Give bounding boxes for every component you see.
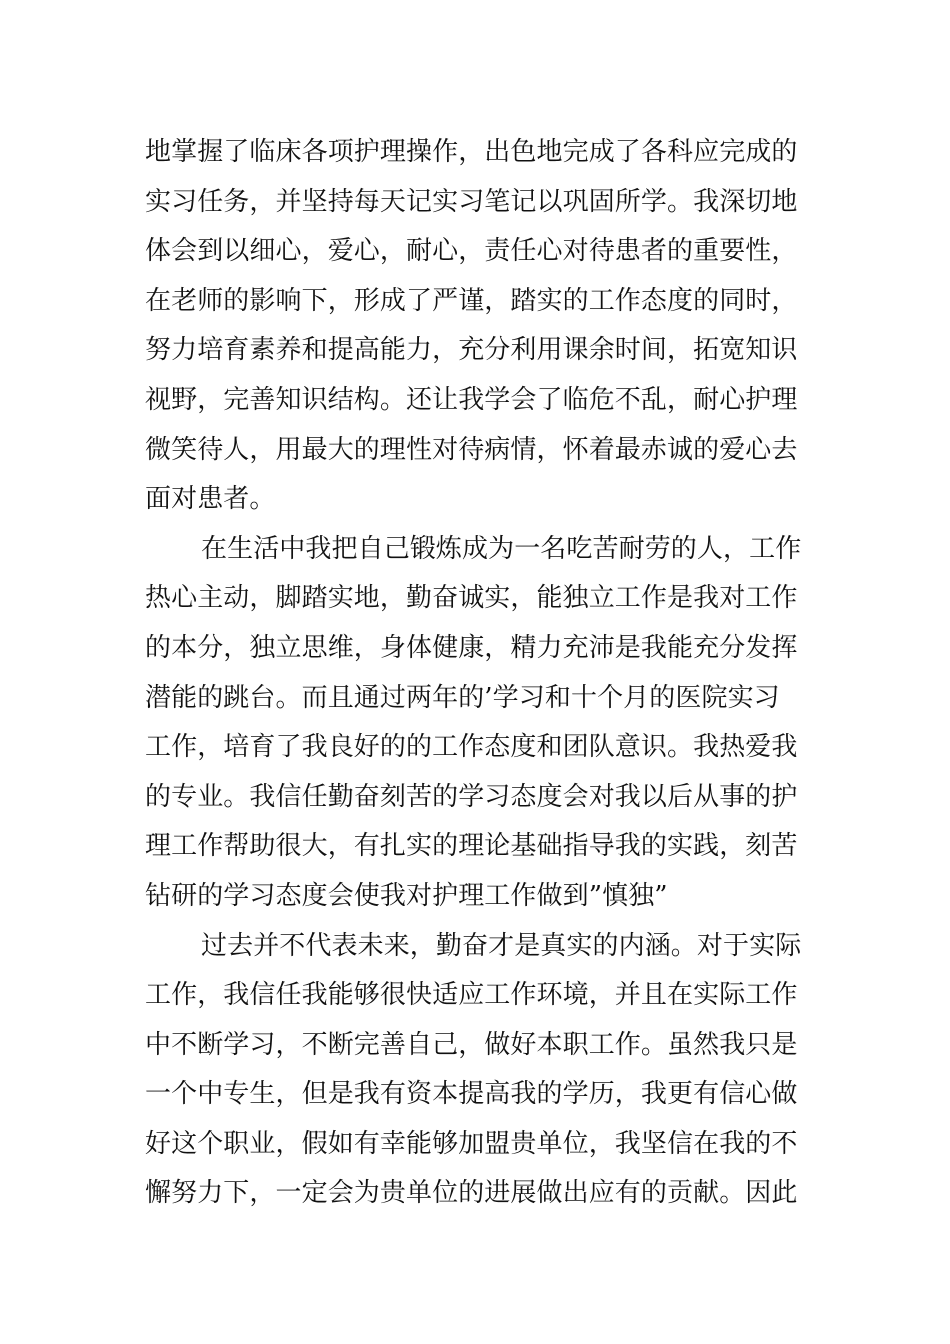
text-line: 的本分，独立思维，身体健康，精力充沛是我能充分发挥 <box>145 632 798 663</box>
text-line: 在生活中我把自己锻炼成为一名吃苦耐劳的人，工作 <box>201 533 802 564</box>
text-line: 工作，培育了我良好的的工作态度和团队意识。我热爱我 <box>145 732 798 763</box>
text-line: 面对患者。 <box>145 484 276 515</box>
text-line: 理工作帮助很大，有扎实的理论基础指导我的实践，刻苦 <box>145 831 798 862</box>
text-line: 工作，我信任我能够很快适应工作环境，并且在实际工作 <box>145 980 798 1011</box>
text-line: 好这个职业，假如有幸能够加盟贵单位，我坚信在我的不 <box>145 1128 798 1159</box>
text-line: 过去并不代表未来，勤奋才是真实的内涵。对于实际 <box>201 930 802 961</box>
text-line: 体会到以细心，爱心，耐心，责任心对待患者的重要性， <box>145 236 798 267</box>
text-line: 实习任务，并坚持每天记实习笔记以巩固所学。我深切地 <box>145 186 798 217</box>
body-text <box>145 128 815 1219</box>
text-line: 热心主动，脚踏实地，勤奋诚实，能独立工作是我对工作 <box>145 583 798 614</box>
text-line: 微笑待人，用最大的理性对待病情，怀着最赤诚的爱心去 <box>145 434 798 465</box>
text-line: 视野，完善知识结构。还让我学会了临危不乱，耐心护理 <box>145 384 798 415</box>
text-line: 钻研的学习态度会使我对护理工作做到”慎独” <box>145 880 668 911</box>
text-line: 努力培育素养和提高能力，充分利用课余时间，拓宽知识 <box>145 335 798 366</box>
text-line: 懈努力下，一定会为贵单位的进展做出应有的贡献。因此 <box>145 1178 798 1209</box>
text-line: 一个中专生，但是我有资本提高我的学历，我更有信心做 <box>145 1079 798 1110</box>
text-line: 中不断学习，不断完善自己，做好本职工作。虽然我只是 <box>145 1029 798 1060</box>
text-line: 的专业。我信任勤奋刻苦的学习态度会对我以后从事的护 <box>145 781 798 812</box>
text-line: 在老师的影响下，形成了严谨，踏实的工作态度的同时， <box>145 285 798 316</box>
text-line: 潜能的跳台。而且通过两年的’学习和十个月的医院实习 <box>145 682 780 713</box>
text-line: 地掌握了临床各项护理操作，出色地完成了各科应完成的 <box>145 137 798 167</box>
